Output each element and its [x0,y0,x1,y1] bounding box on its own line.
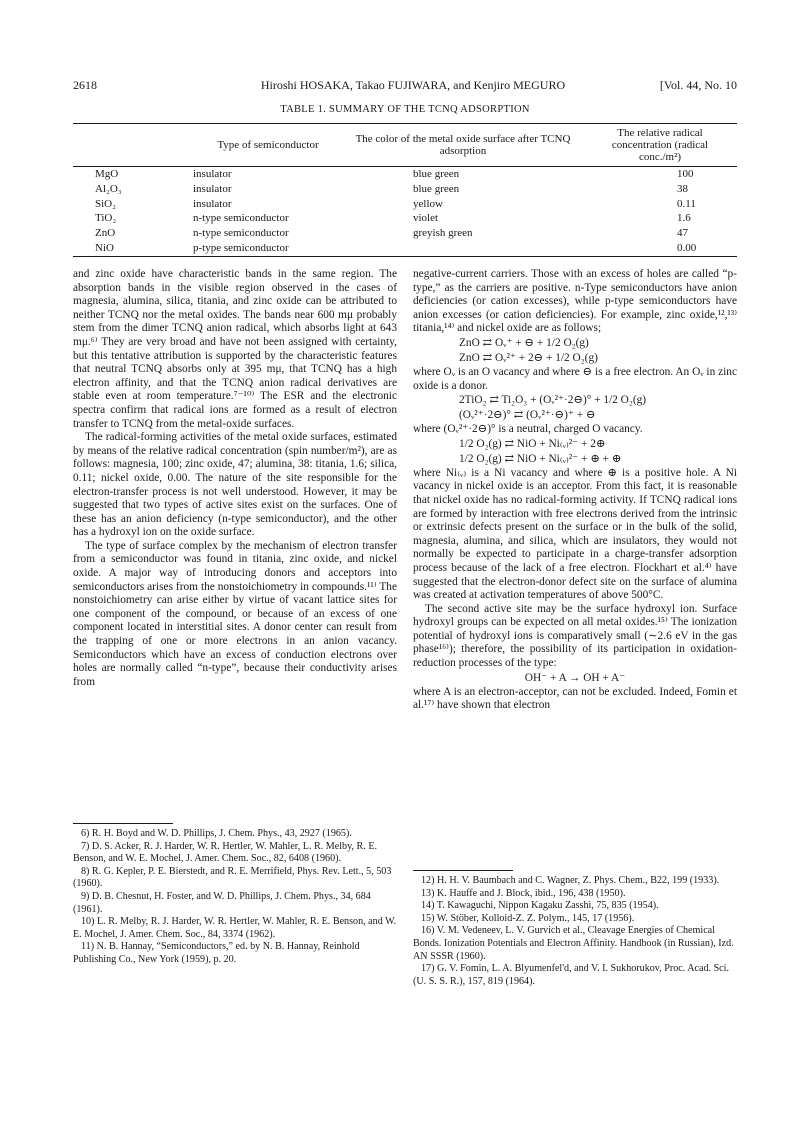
left-column [73,268,397,689]
table-cell [343,241,583,256]
table-cell: TiO₂ [95,212,117,225]
footnote: 17) G. V. Fomin, L. A. Blyumenfel'd, and V. I. Sukhorukov, Proc. Acad. Sci. (U. S. S. R.), 157, 819 (1964). [413,963,729,987]
footnote-rule [73,823,173,824]
table-header-cell: Type of semiconductor [217,139,319,151]
table-cell: NiO [95,241,114,254]
equation: ZnO ⇄ Oᵥ⁺ + ⊖ + 1/2 O₂(g) [459,336,589,349]
footnote: 16) V. M. Vedeneev, L. V. Gurvich et al., Cleavage Energies of Chemical Bonds. Ionization Potentials and Electron Affinity. Handbook (in Russian), Izd. AN SSSR (1960). [413,925,734,962]
table-cell: Al₂O₃ [95,182,122,195]
table-cell: SiO₂ [95,197,116,210]
table-cell: insulator [193,182,232,195]
footnote: 6) R. H. Boyd and W. D. Phillips, J. Chem. Phys., 43, 2927 (1965). [81,828,352,839]
equation: (Oᵥ²⁺·2⊖)° ⇄ (Oᵥ²⁺·⊖)⁺ + ⊖ [459,409,596,422]
footnote: 7) D. S. Acker, R. J. Harder, W. R. Hertler, W. Mahler, L. R. Melby, R. E. Benson, and W. E. Mochel, J. Amer. Chem. Soc., 82, 6408 (1960). [73,840,378,865]
equation: 2TiO₂ ⇄ Ti₂O₃ + (Oᵥ²⁺·2⊖)° + 1/2 O₂(g) [459,394,647,407]
paragraph: The second active site may be the surface hydroxyl ion. Surface hydroxyl groups can be expected on all metal oxides.¹⁵⁾ The ionization potential of hydroxyl ions is comparatively small (∼2.6 eV in the gas phase¹⁶⁾); therefore, the possibility of its participation in oxidation-reduction processes of the type: [413,602,737,670]
right-column [413,268,737,713]
table-row [73,241,737,256]
paragraph: The type of surface complex by the mechanism of electron transfer from a semiconductor was found in titania, zinc oxide, and nickel oxide. A major way of introducing donors and acceptors into semiconductors arises from the nonstoichiometry in compounds.¹¹⁾ The nonstoichiometry can arise either by virtue of vacant lattice sites for one component of the compound, or because of an excess of one component located in interstitial sites. A donor center can result from the trapping of one or more electrons in an anion vacancy. Semiconductors which have an excess of conduction electrons over holes are normally called “n-type”, because their conductivity arises from [73,539,397,688]
table-cell: greyish green [413,227,473,240]
footnotes-right [413,870,737,988]
table-row [73,226,737,241]
volume-info: [Vol. 44, No. 10 [659,78,737,92]
table-row [73,167,737,182]
table-cell: insulator [193,197,232,210]
footnote: 13) K. Hauffe and J. Block, ibid., 196, 438 (1950). [421,887,626,899]
table-header-cell: The relative radical concentration (radical conc./m²) [611,127,709,163]
table-cell: 47 [677,227,688,240]
equation: 1/2 O₂(g) ⇄ NiO + Ni₍ᵥ₎²⁻ + 2⊕ [459,437,606,450]
table-row [73,197,737,212]
paragraph: where Ni₍ᵥ₎ is a Ni vacancy and where ⊕ is a positive hole. A Ni vacancy in nickel oxide is an acceptor. From this fact, it is reasonable that nickel oxide has no radical-forming activity. If TCNQ radical ions are formed by interaction with free electrons derived from the intrinsic or extrinsic defects present on the surface or in the bulk of the solid, magnesia, alumina, and silica, which are insulators, they would not normally be expected to participate in a charge-transfer adsorption process because of the lack of a free electron. Flockhart et al.⁴⁾ have suggested that the electron-donor defect site on the surface of alumina was created at activation temperatures of above 500°C. [413,466,737,602]
table-cell: 0.00 [677,241,697,254]
equation: OH⁻ + A → OH + A⁻ [524,671,626,684]
table-cell: blue green [413,168,460,180]
table-cell: violet [413,212,439,225]
table-cell: n-type semiconductor [193,212,289,225]
paragraph: negative-current carriers. Those with an excess of holes are called “p-type,” as the carriers are positive. n-Type semiconductors have anion deficiencies (or cation excesses), while p-type semiconductors have anion excesses (or cation deficiencies). For example, zinc oxide,¹²,¹³⁾ titania,¹⁴⁾ and nickel oxide are as follows; [413,268,737,335]
running-header [73,78,737,94]
table-cell: yellow [413,197,443,210]
footnote: 11) N. B. Hannay, “Semiconductors,” ed. by N. B. Hannay, Reinhold Publishing Co., New York (1959), p. 20. [73,941,360,965]
table-row [73,182,737,197]
paragraph: where Oᵥ is an O vacancy and where ⊖ is a free electron. An Oᵥ in zinc oxide is a donor. [413,365,737,392]
table-cell: 38 [677,182,688,195]
table-cell: 100 [677,168,694,180]
footnote: 14) T. Kawaguchi, Nippon Kagaku Zasshi, 75, 835 (1954). [421,900,659,912]
table-cell: MgO [95,168,119,180]
running-header-authors: Hiroshi HOSAKA, Takao FUJIWARA, and Kenjiro MEGURO [260,78,566,92]
footnote: 10) L. R. Melby, R. J. Harder, W. R. Hertler, W. Mahler, R. E. Benson, and W. E. Mochel, J. Amer. Chem. Soc., 84, 3374 (1962). [73,916,397,940]
page-number: 2618 [73,78,97,92]
footnotes-left [73,823,397,967]
footnote: 15) W. Stöber, Kolloid-Z. Z. Polym., 145, 17 (1956). [421,912,635,924]
footnote-rule [413,870,513,871]
table-cell: insulator [193,168,232,180]
table-cell: p-type semiconductor [193,241,289,254]
table-cell: 0.11 [677,197,696,210]
paragraph: and zinc oxide have characteristic bands in the same region. The absorption bands in the visible region observed in the cases of magnesia, alumina, silica, titania, and zinc oxide can be attributed to neither TCNQ nor the metal oxides. The bands near 600 mμ probably stem from the dimer TCNQ anion radical, which absorbs light at 643 mμ.⁶⁾ They are very broad and have not been assigned with certainty, but this tentative attribution is supported by the characteristic features that neutral TCNQ absorbs only at 395 mμ, that TCNQ has a high electron affinity, and that the TCNQ anion radical derivatives are stable even at room temperature.⁷⁻¹⁰⁾ The ESR and the electronic spectra confirm that radical ions are formed as a result of electron transfer to TCNQ from the metal-oxide surfaces. [73,268,397,430]
table-caption: TABLE 1. SUMMARY OF THE TCNQ ADSORPTION [280,104,530,115]
paragraph: where A is an electron-acceptor, can not be excluded. Indeed, Fomin et al.¹⁷⁾ have shown that electron [413,685,737,712]
equation: ZnO ⇄ Oᵥ²⁺ + 2⊖ + 1/2 O₂(g) [459,351,598,364]
table-header-row [73,124,737,167]
table-header-cell: The color of the metal oxide surface after TCNQ adsorption [355,133,571,157]
table-row [73,211,737,226]
paragraph: where (Oᵥ²⁺·2⊖)° is a neutral, charged O vacancy. [413,423,643,436]
table-cell: blue green [413,182,460,195]
table-header-cell [73,124,193,167]
table-cell: n-type semiconductor [193,227,289,240]
paragraph: The radical-forming activities of the metal oxide surfaces, estimated by means of the relative radical concentration (spin number/m²), are as follows: magnesia, 100; zinc oxide, 47; alumina, 38: titania, 1.6; silica, 0.11; nickel oxide, 0.00. The nature of the site responsible for the electron-transfer process is not well understood. However, it may be suggested that two types of active sites exist on the surfaces. One of these has an anion deficiency (n-type semiconductor), and the other has a hydroxyl ion on the oxide surface. [73,431,397,539]
footnote: 12) H. H. V. Baumbach and C. Wagner, Z. Phys. Chem., B22, 199 (1933). [421,875,720,886]
footnote: 8) R. G. Kepler, P. E. Bierstedt, and R. E. Merrifield, Phys. Rev. Lett., 5, 503 (1960). [73,865,392,890]
tcnq-adsorption-table [73,123,737,257]
table-cell: ZnO [95,227,116,240]
footnote: 9) D. B. Chesnut, H. Foster, and W. D. Phillips, J. Chem. Phys., 34, 684 (1961). [73,890,371,915]
equation: 1/2 O₂(g) ⇄ NiO + Ni₍ᵥ₎²⁻ + ⊕ + ⊕ [459,452,622,465]
table-cell: 1.6 [677,212,691,225]
